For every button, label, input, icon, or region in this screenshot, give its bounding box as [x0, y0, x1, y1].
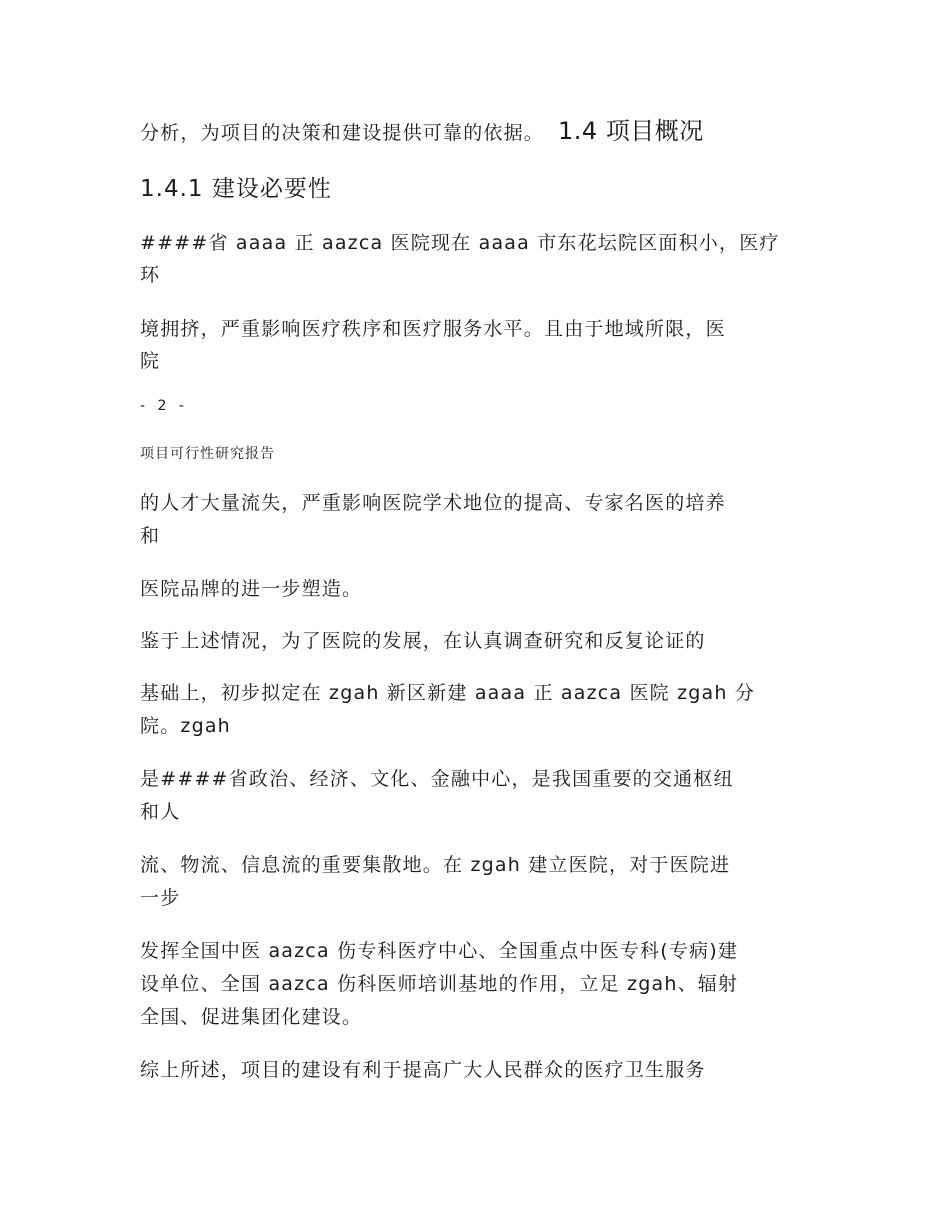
paragraph-line: 环: [140, 264, 161, 286]
paragraph-line: 发挥全国中医 aazca 伤专科医疗中心、全国重点中医专科(专病)建: [140, 940, 739, 962]
section-heading: 1.4 项目概况: [558, 117, 704, 145]
paragraph-line: 综上所述，项目的建设有利于提高广大人民群众的医疗卫生服务: [140, 1059, 706, 1081]
paragraph-line: 流、物流、信息流的重要集散地。在 zgah 建立医院，对于医院进: [140, 854, 731, 876]
paragraph-line: 境拥挤，严重影响医疗秩序和医疗服务水平。且由于地域所限，医: [140, 318, 726, 340]
paragraph-line: 和人: [140, 801, 181, 823]
paragraph-line: 设单位、全国 aazca 伤科医师培训基地的作用，立足 zgah、辐射: [140, 973, 739, 995]
running-header: 项目可行性研究报告: [140, 446, 275, 462]
paragraph-line: 院。zgah: [140, 715, 231, 737]
paragraph-line: 一步: [140, 887, 181, 909]
paragraph-line: 基础上，初步拟定在 zgah 新区新建 aaaa 正 aazca 医院 zgah 分: [140, 682, 756, 704]
page-number: - 2 -: [140, 398, 188, 414]
paragraph-line: 全国、促进集团化建设。: [140, 1006, 363, 1028]
paragraph-line: 是####省政治、经济、文化、金融中心，是我国重要的交通枢纽: [140, 768, 734, 790]
subsection-heading: 1.4.1 建设必要性: [140, 176, 332, 202]
paragraph-line: 院: [140, 350, 161, 372]
paragraph-line: 的人才大量流失，严重影响医院学术地位的提高、专家名医的培养: [140, 492, 726, 514]
paragraph-line: 和: [140, 525, 161, 547]
paragraph-line: 医院品牌的进一步塑造。: [140, 578, 363, 600]
paragraph-text: 分析，为项目的决策和建设提供可靠的依据。: [140, 122, 545, 144]
paragraph-line: 鉴于上述情况，为了医院的发展，在认真调查研究和反复论证的: [140, 630, 706, 652]
paragraph-line: ####省 aaaa 正 aazca 医院现在 aaaa 市东花坛院区面积小，医疗: [140, 232, 780, 254]
paragraph-line: [140, 114, 820, 150]
